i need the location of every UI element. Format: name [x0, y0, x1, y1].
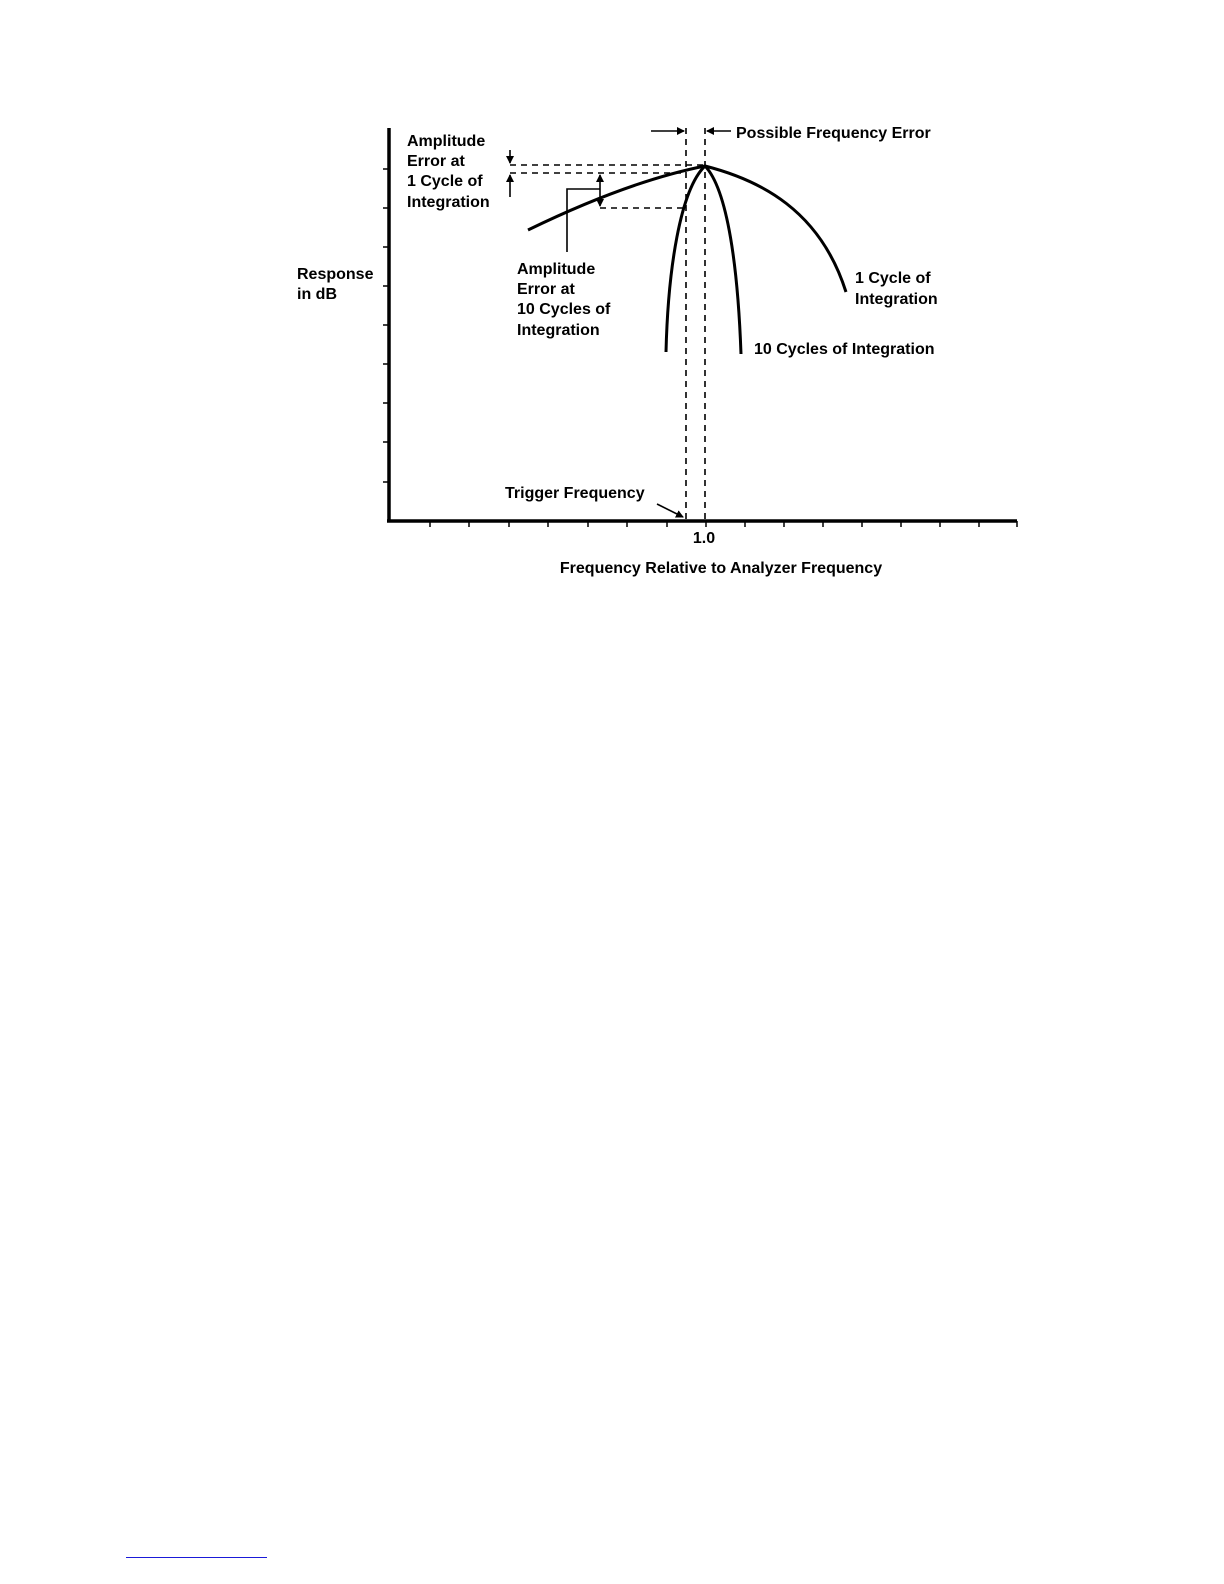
trigger-frequency-arrow [657, 504, 683, 517]
y-axis-label: Response in dB [297, 266, 374, 303]
amp-error-1-label: Amplitude Error at 1 Cycle of Integration [407, 133, 490, 211]
curve-10-cycles [666, 166, 741, 354]
amp-error-10-leader [567, 189, 600, 252]
footnote-separator [126, 1557, 267, 1558]
curve-1-cycle-label: 1 Cycle of Integration [855, 270, 938, 308]
possible-frequency-error-label: Possible Frequency Error [736, 125, 931, 142]
trigger-frequency-label: Trigger Frequency [505, 485, 645, 502]
x-tick-label: 1.0 [692, 530, 716, 547]
curve-10-cycles-label: 10 Cycles of Integration [754, 341, 935, 358]
amp-error-10-label: Amplitude Error at 10 Cycles of Integration [517, 261, 611, 339]
x-axis-label: Frequency Relative to Analyzer Frequency [559, 560, 883, 577]
